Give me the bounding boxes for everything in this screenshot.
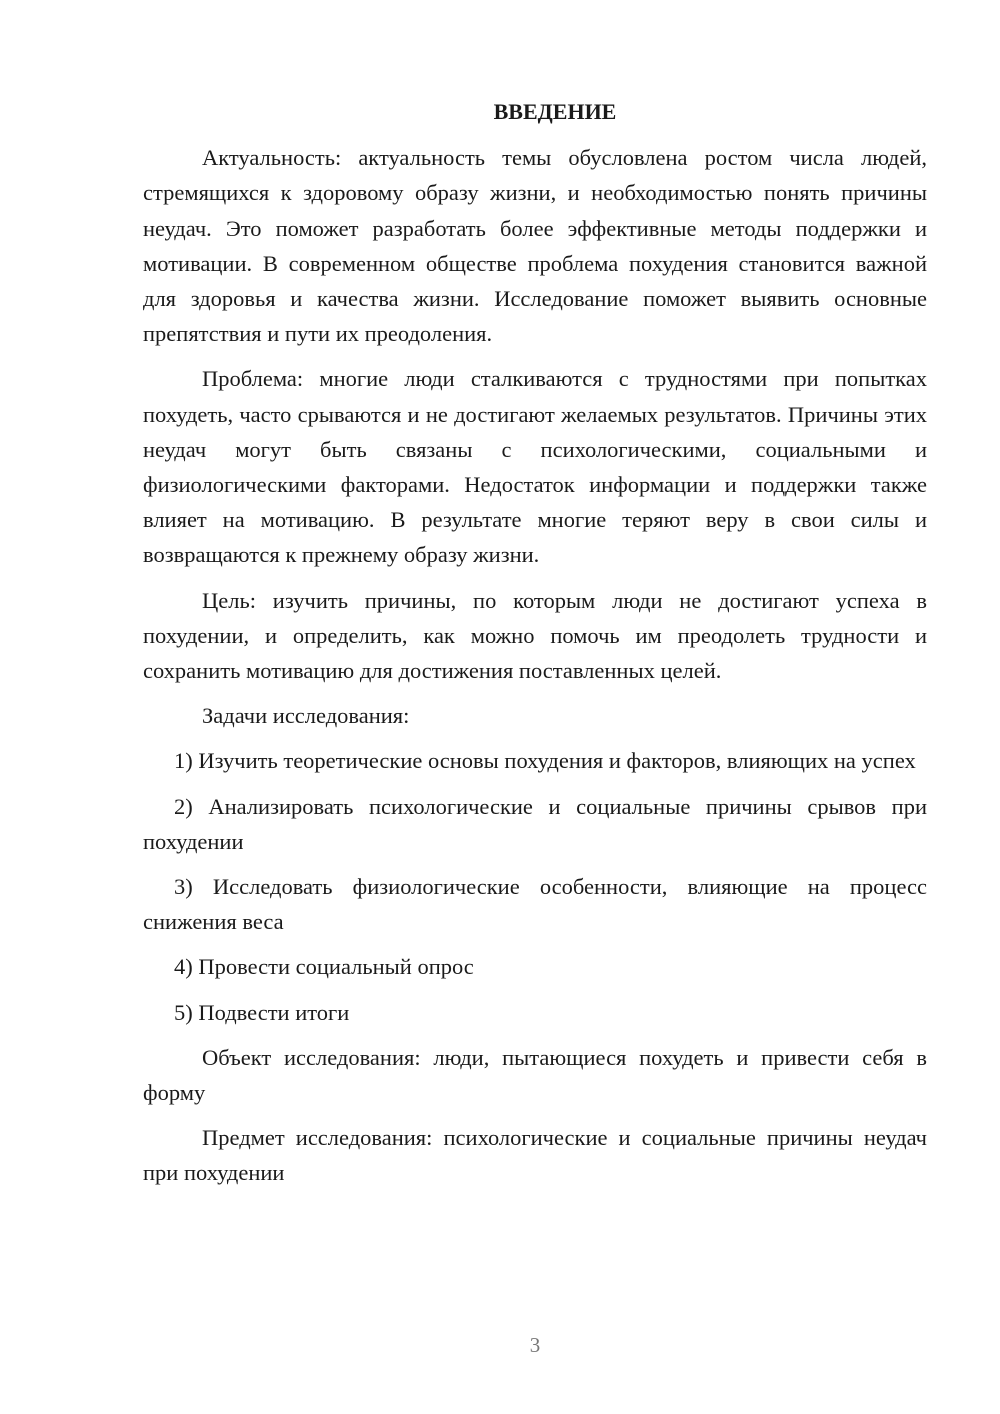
task-item: 5) Подвести итоги [174, 999, 350, 1025]
task-item: 2) Анализировать психологические и социальные причины срывов при похудении [143, 793, 927, 854]
paragraph-problem: Проблема: многие люди сталкиваются с трудностями при попытках похудеть, часто срываются и не достигают желаемых результатов. Причины этих неудач могут быть связаны с психологическими, социальными и физиологическими факторами. Недостаток информации и поддержки также влияет на мотивацию. В результате многие теряют веру в свои силы и возвращаются к прежнему образу жизни. [143, 366, 927, 568]
paragraph-object: Объект исследования: люди, пытающиеся похудеть и привести себя в форму [143, 1044, 927, 1106]
page-number: 3 [529, 1333, 541, 1357]
task-item: 4) Провести социальный опрос [174, 954, 474, 980]
paragraph-goal: Цель: изучить причины, по которым люди не достигают успеха в похудении, и определить, как можно помочь им преодолеть трудности и сохранить мотивацию для достижения поставленных целей. [143, 587, 927, 684]
section-title: ВВЕДЕНИЕ [493, 99, 617, 124]
task-item: 1) Изучить теоретические основы похудения и факторов, влияющих на успех [174, 748, 916, 774]
tasks-heading: Задачи исследования: [202, 703, 410, 729]
task-item: 3) Исследовать физиологические особенности, влияющие на процесс снижения веса [143, 874, 927, 935]
page-content [143, 94, 927, 1201]
paragraph-relevance: Актуальность: актуальность темы обусловлена ростом числа людей, стремящихся к здоровому образу жизни, и необходимостью понять причины неудач. Это поможет разработать более эффективные методы поддержки и мотивации. В современном обществе проблема похудения становится важной для здоровья и качества жизни. Исследование поможет выявить основные препятствия и пути их преодоления. [143, 145, 927, 347]
paragraph-subject: Предмет исследования: психологические и социальные причины неудач при похудении [143, 1125, 927, 1186]
